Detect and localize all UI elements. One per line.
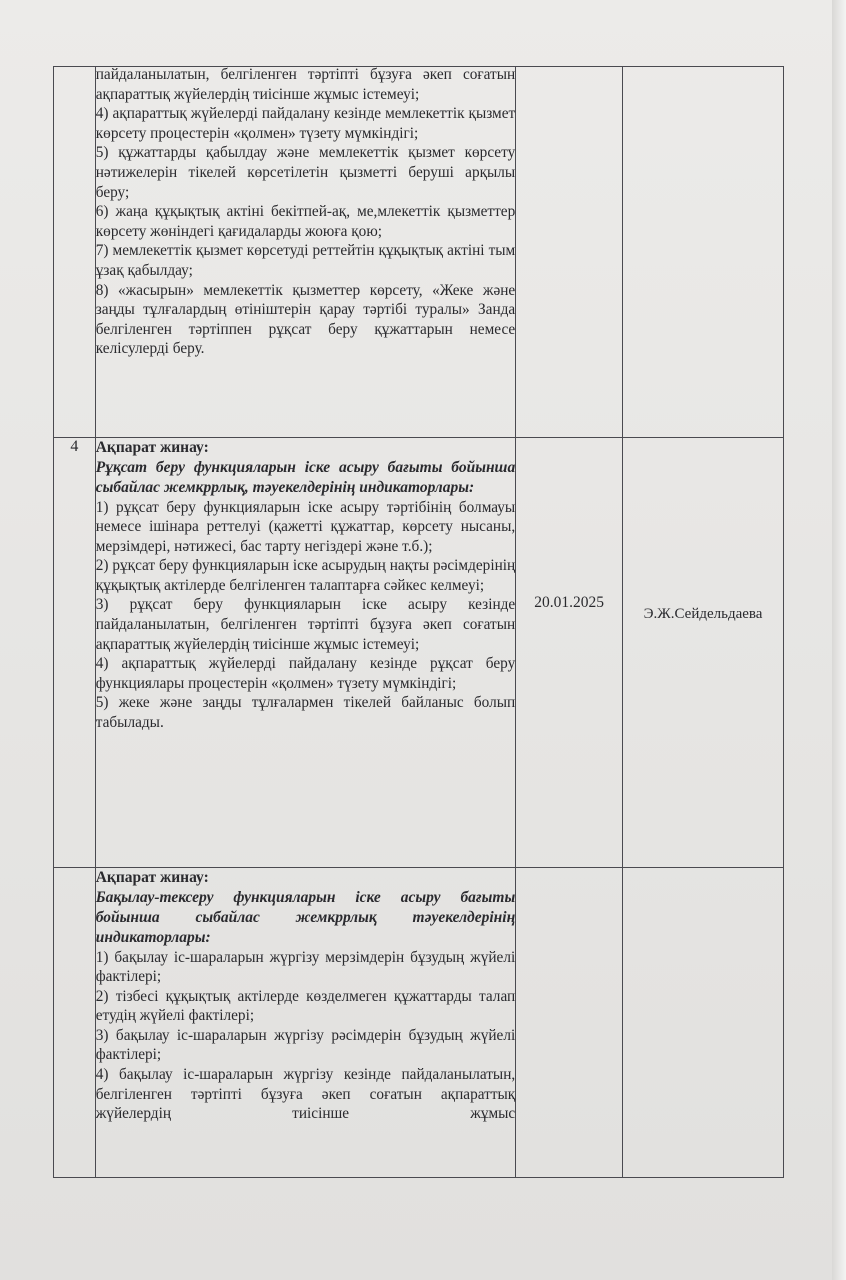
row-content-cell — [95, 868, 515, 1178]
list-item: 2) рұқсат беру функцияларын іске асырудың нақты рәсімдерінің құқықтық актілерде белгіленген талаптарға сәйкес келмеуі; — [95, 557, 516, 594]
table-row — [54, 868, 784, 1178]
list-item: 6) жаңа құқықтық актіні бекітпей-ақ, ме,млекеттік қызметтер көрсету жөніндегі қағидаларды жоюға қою; — [95, 203, 516, 240]
list-item: 3) рұқсат беру функцияларын іске асыру кезінде пайдаланылатын, белгіленген тәртіпті бұзуға әкеп соғатын ақпараттық жүйелердің тиісінше жұмыс істемеуі; — [95, 596, 516, 653]
list-item: 5) жеке және заңды тұлғалармен тікелей байланыс болып табылады. — [95, 694, 516, 732]
row-number-cell — [54, 868, 96, 1178]
row-date-cell — [516, 438, 623, 868]
page-edge-shadow — [832, 0, 846, 1280]
list-item: 7) мемлекеттік қызмет көрсетуді реттейтін құқықтық актіні тым ұзақ қабылдау; — [95, 242, 516, 279]
table-row — [54, 67, 784, 438]
list-item: 3) бақылау іс-шараларын жүргізу рәсімдерін бұзудың жүйелі фактілері; — [95, 1026, 516, 1064]
list-item: 4) ақпараттық жүйелерді пайдалану кезінде рұқсат беру функциялары процестерін «қолмен» түзету мүмкіндігі; — [95, 655, 516, 692]
row-date-cell — [516, 67, 623, 438]
section-heading: Ақпарат жинау: — [95, 869, 209, 886]
list-item: 1) рұқсат беру функцияларын іске асыру тәртібінің болмауы немесе ішінара реттелуі (қажетті құжаттар, көрсету нысаны, мерзімдері, нәтижесі, бас тарту негіздері және т.б.); — [95, 498, 516, 555]
plan-table — [53, 66, 784, 1178]
list-item: 4) ақпараттық жүйелерді пайдалану кезінде мемлекеттік қызмет көрсету процестерін «қолмен» түзету мүмкіндігі; — [95, 105, 516, 142]
row-person-cell — [623, 438, 784, 868]
date-value: 20.01.2025 — [534, 594, 605, 611]
section-subheading: Бақылау-тексеру функцияларын іске асыру бағыты бойынша сыбайлас жемкррлық тәуекелдерінің индикаторлары: — [95, 888, 516, 946]
row-number-cell: 4 — [54, 438, 96, 868]
list-item: пайдаланылатын, белгіленген тәртіпті бұзуға әкеп соғатын ақпараттық жүйелердің тиісінше жұмыс істемеуі; — [95, 66, 516, 103]
row-content-cell — [95, 438, 515, 868]
list-item: 2) тізбесі құқықтық актілерде көзделмеген құжаттарды талап етудің жүйелі фактілері; — [95, 987, 516, 1025]
row-person-cell — [623, 67, 784, 438]
list-item: 8) «жасырын» мемлекеттік қызметтер көрсету, «Жеке және заңды тұлғалардың өтініштерін қарау тәртібі туралы» Занда белгіленген тәртіппен рұқсат беру құжаттарын немесе келісулерді беру. — [95, 281, 516, 358]
list-item: 4) бақылау іс-шараларын жүргізу кезінде пайдаланылатын, белгіленген тәртіпті бұзуға әкеп соғатын ақпараттық жүйелердің тиісінше жұмыс — [95, 1066, 516, 1123]
row-content-cell — [95, 67, 515, 438]
responsible-person: Э.Ж.Сейдельдаева — [643, 606, 763, 622]
list-item: 5) құжаттарды қабылдау және мемлекеттік қызмет көрсету нәтижелерін тікелей көрсетілетін қызметті беруші арқылы беру; — [95, 144, 516, 201]
row-date-cell — [516, 868, 623, 1178]
section-subheading: Рұқсат беру функцияларын іске асыру бағыты бойынша сыбайлас жемкррлық, тәуекелдерінің индикаторлары: — [95, 458, 516, 496]
list-item: 1) бақылау іс-шараларын жүргізу мерзімдерін бұзудың жүйелі фактілері; — [95, 948, 516, 986]
row-person-cell — [623, 868, 784, 1178]
section-heading: Ақпарат жинау: — [95, 439, 209, 456]
row-number-cell — [54, 67, 96, 438]
table-row — [54, 438, 784, 868]
